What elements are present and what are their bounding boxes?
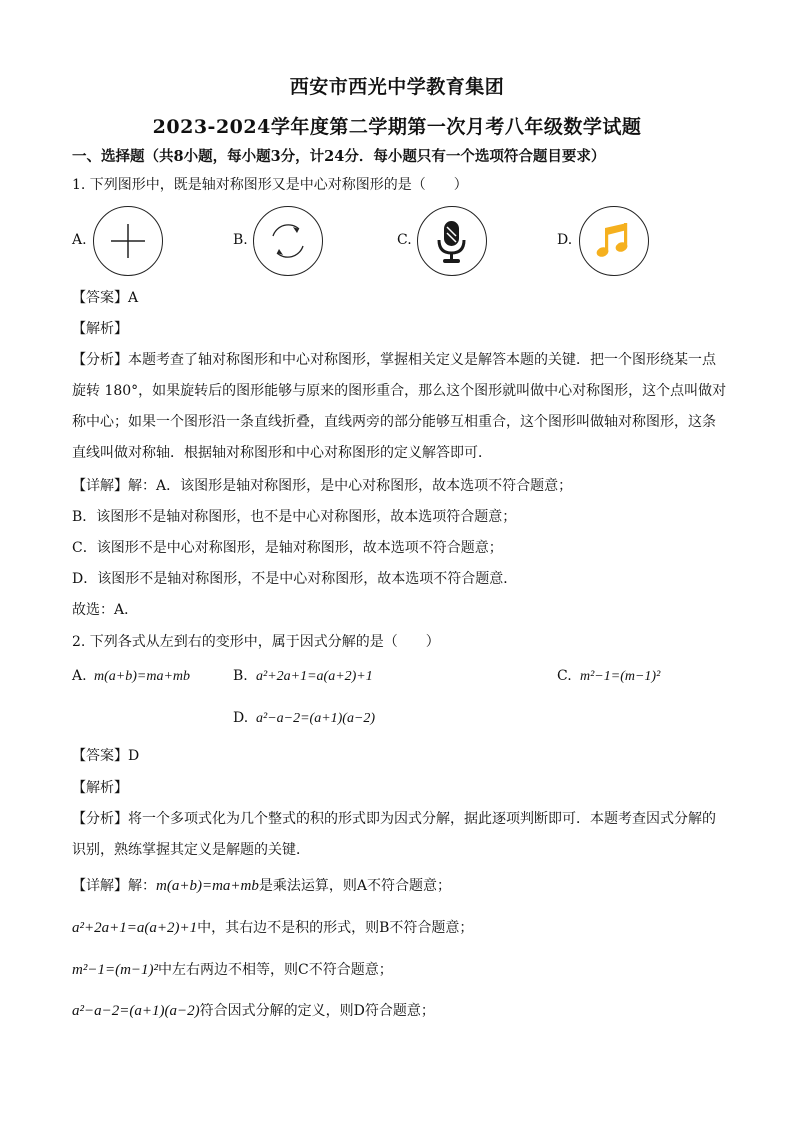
- q1-option-b-figure: [253, 206, 323, 276]
- q1-option-c-label: C.: [397, 232, 412, 248]
- q2-detail-d-text: 符合因式分解的定义，则D符合题意；: [199, 1003, 435, 1019]
- q2-detail-a: [72, 876, 451, 896]
- q1-option-d-label: D.: [557, 232, 573, 248]
- q2-option-d-expression: a²−a−2=(a+1)(a−2): [256, 711, 376, 726]
- q2-option-a-label: A.: [72, 668, 87, 684]
- q2-option-b-label: B.: [233, 668, 248, 684]
- q2-option-a-expression: m(a+b)=ma+mb: [94, 669, 190, 684]
- q2-detail-c-text: 中左右两边不相等，则C不符合题意；: [158, 962, 393, 978]
- q1-answer: 【答案】A: [72, 290, 139, 306]
- rotate-arrows-icon: [253, 206, 323, 276]
- exam-title: 2023-2024学年度第二学期第一次月考八年级数学试题: [152, 116, 642, 138]
- q2-analysis-heading: 【解析】: [72, 780, 128, 796]
- q2-option-c-label: C.: [557, 668, 572, 684]
- q2-detail-b-text: 中，其右边不是积的形式，则B不符合题意；: [197, 920, 474, 936]
- q2-option-c-expression: m²−1=(m−1)²: [580, 669, 661, 684]
- q2-detail-heading: 【详解】解：: [72, 878, 156, 894]
- q1-option-c-figure: [417, 206, 487, 276]
- q2-answer: 【答案】D: [72, 748, 140, 764]
- q2-detail-d-expression: a²−a−2=(a+1)(a−2): [72, 1003, 200, 1019]
- section-heading: 一、选择题（共8小题，每小题3分，计24分．每小题只有一个选项符合题目要求）: [72, 148, 606, 165]
- microphone-icon: [417, 206, 487, 276]
- school-title: 西安市西光中学教育集团: [289, 76, 505, 98]
- q2-detail-a-text: 是乘法运算，则A不符合题意；: [258, 878, 451, 894]
- q2-stem: 2. 下列各式从左到右的变形中，属于因式分解的是（ ）: [72, 634, 440, 650]
- q2-detail-d: [72, 1001, 435, 1021]
- q1-analysis-line: 旋转 180°，如果旋转后的图形能够与原来的图形重合，那么这个图形就叫做中心对称图形，这个点叫做对: [72, 383, 727, 399]
- q1-analysis-line: 称中心；如果一个图形沿一条直线折叠，直线两旁的部分能够互相重合，这个图形叫做轴对称图形，这条: [72, 414, 716, 430]
- q2-option-d-label: D.: [233, 710, 249, 726]
- q1-detail-line: 【详解】解：A．该图形是轴对称图形，是中心对称图形，故本选项不符合题意；: [72, 478, 573, 494]
- q2-option-b-expression: a²+2a+1=a(a+2)+1: [256, 669, 373, 684]
- q1-option-a-figure: [93, 206, 163, 276]
- music-note-icon: [579, 206, 649, 276]
- q2-analysis-line: 【分析】将一个多项式化为几个整式的积的形式即为因式分解，据此逐项判断即可．本题考查因式分解的: [72, 811, 716, 827]
- q1-analysis-line: 【分析】本题考查了轴对称图形和中心对称图形，掌握相关定义是解答本题的关键．把一个图形绕某一点: [72, 352, 716, 368]
- q1-analysis-heading: 【解析】: [72, 321, 128, 337]
- q1-conclusion: 故选：A．: [72, 602, 139, 618]
- q2-detail-b-expression: a²+2a+1=a(a+2)+1: [72, 920, 198, 936]
- q1-analysis-line: 直线叫做对称轴．根据轴对称图形和中心对称图形的定义解答即可．: [72, 445, 492, 461]
- q1-detail-line: C．该图形不是中心对称图形，是轴对称图形，故本选项不符合题意；: [72, 540, 503, 556]
- q1-option-d-figure: [579, 206, 649, 276]
- q1-detail-line: B．该图形不是轴对称图形，也不是中心对称图形，故本选项符合题意；: [72, 509, 517, 525]
- q2-detail-c: [72, 960, 393, 980]
- q1-option-b-label: B.: [233, 232, 248, 248]
- cross-icon: [93, 206, 163, 276]
- q2-detail-b: [72, 918, 473, 938]
- q2-detail-a-expression: m(a+b)=ma+mb: [156, 878, 259, 894]
- q2-analysis-line: 识别，熟练掌握其定义是解题的关键．: [72, 842, 310, 858]
- q1-option-a-label: A.: [72, 232, 87, 248]
- q2-detail-c-expression: m²−1=(m−1)²: [72, 962, 159, 978]
- q1-detail-line: D．该图形不是轴对称图形，不是中心对称图形，故本选项不符合题意．: [72, 571, 518, 587]
- q1-stem: 1. 下列图形中，既是轴对称图形又是中心对称图形的是（ ）: [72, 177, 468, 193]
